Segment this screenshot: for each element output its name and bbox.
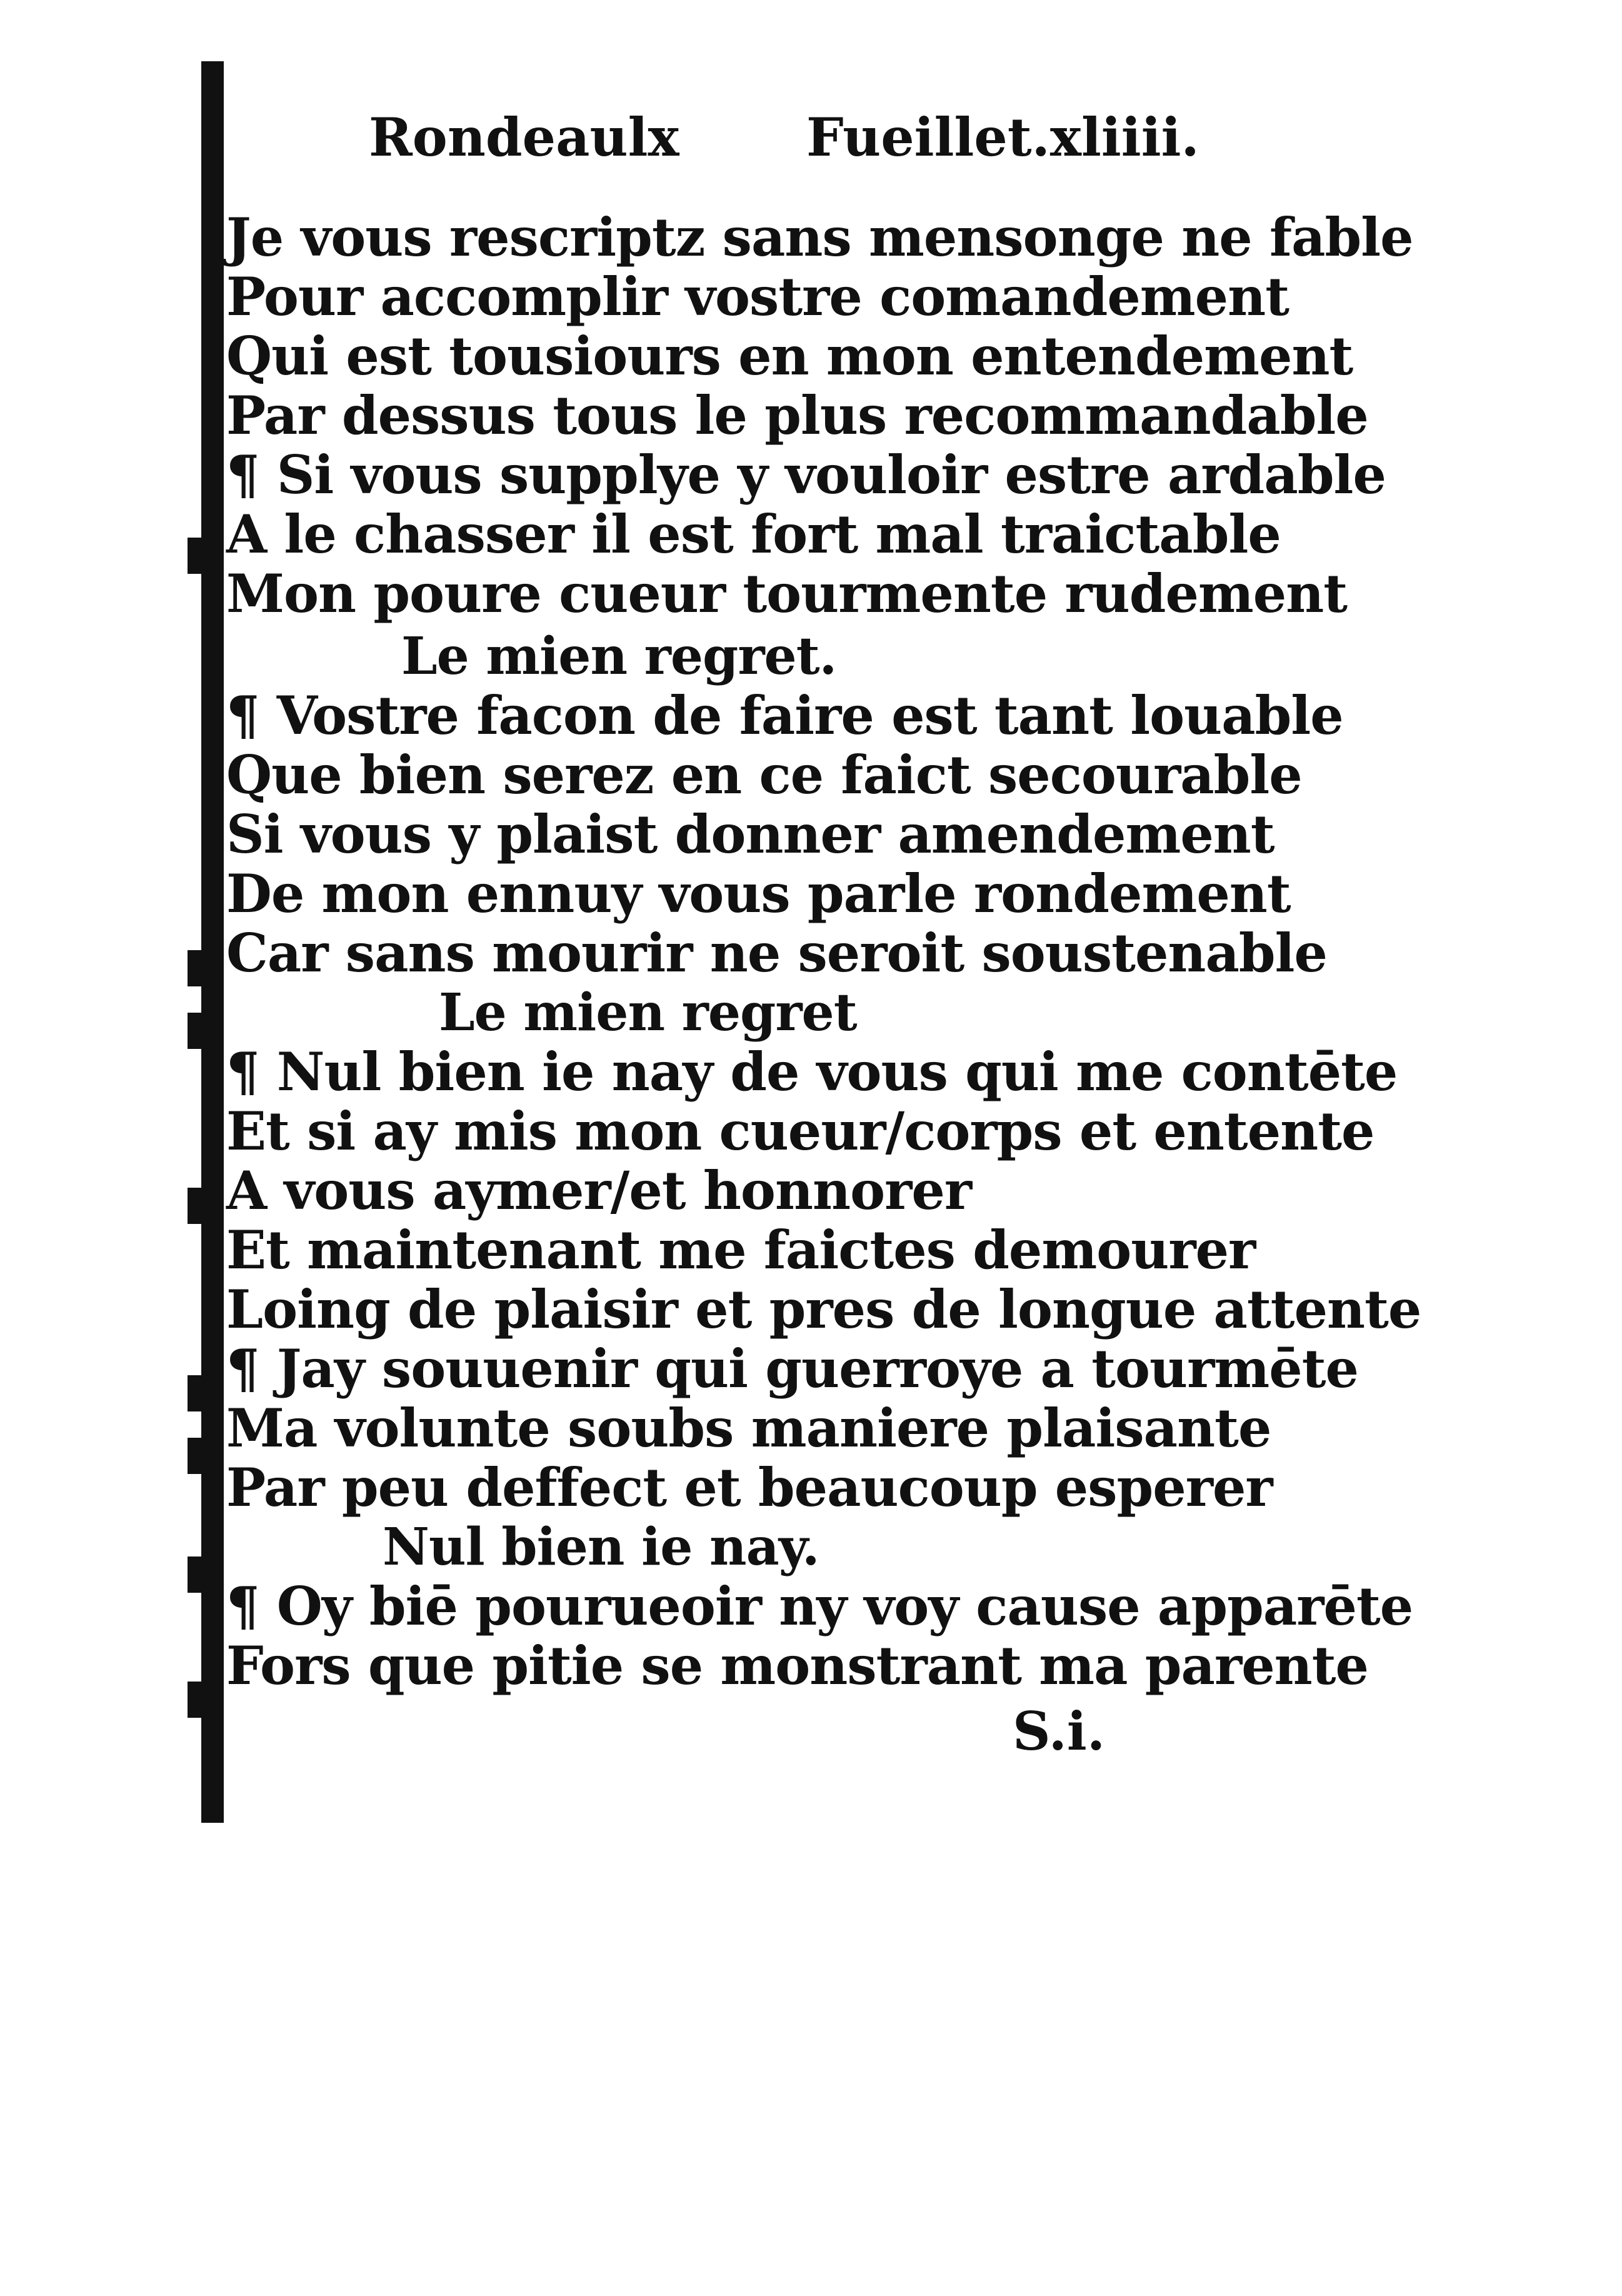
poem-line: ¶ Oy biē pourueoir ny voy cause apparēte [226, 1575, 1413, 1637]
poem-line: Loing de plaisir et pres de longue attente [226, 1278, 1421, 1340]
header-folio: Fueillet.xliiii. [806, 106, 1199, 168]
signature-mark: S.i. [1013, 1700, 1106, 1762]
poem-line: Car sans mourir ne seroit soustenable [226, 922, 1328, 984]
poem-line: Qui est tousiours en mon entendement [226, 325, 1353, 387]
gutter-fragment [188, 1013, 209, 1049]
refrain-line: Nul bien ie nay. [383, 1517, 819, 1577]
gutter-fragment [188, 1188, 209, 1224]
gutter-fragment [188, 1375, 209, 1411]
poem-line: Si vous y plaist donner amendement [226, 803, 1274, 865]
poem-line: A le chasser il est fort mal traictable [226, 503, 1281, 565]
poem-line: Et si ay mis mon cueur/corps et entente [226, 1100, 1374, 1162]
refrain-line: Le mien regret [439, 983, 857, 1043]
poem-line: Par dessus tous le plus recommandable [226, 384, 1368, 446]
header-section-title: Rondeaulx [369, 106, 679, 168]
poem-line: ¶ Nul bien ie nay de vous qui me contēte [226, 1041, 1398, 1103]
poem-line: Je vous rescriptz sans mensonge ne fable [226, 206, 1413, 268]
poem-line: Et maintenant me faictes demourer [226, 1219, 1256, 1281]
poem-line: ¶ Vostre facon de faire est tant louable [226, 684, 1343, 746]
gutter-fragment [188, 1557, 209, 1593]
poem-line: De mon ennuy vous parle rondement [226, 863, 1291, 925]
gutter-fragment [188, 538, 209, 574]
poem-line: Que bien serez en ce faict secourable [226, 744, 1302, 806]
poem-line: ¶ Jay souuenir qui guerroye a tourmēte [226, 1338, 1358, 1400]
poem-line: Mon poure cueur tourmente rudement [226, 563, 1348, 624]
poem-text [226, 206, 1421, 1782]
poem-line: Pour accomplir vostre comandement [226, 266, 1289, 328]
running-header [369, 106, 1219, 175]
poem-line: Ma volunte soubs maniere plaisante [226, 1397, 1271, 1459]
gutter-letter-fragments [188, 0, 213, 1875]
gutter-fragment [188, 1438, 209, 1474]
poem-line: ¶ Si vous supplye y vouloir estre ardable [226, 444, 1386, 506]
refrain-line: Le mien regret. [401, 626, 837, 686]
poem-line: Fors que pitie se monstrant ma parente [226, 1635, 1368, 1697]
gutter-fragment [188, 1682, 209, 1718]
gutter-fragment [188, 950, 209, 986]
poem-line: A vous aymer/et honnorer [226, 1160, 972, 1221]
poem-line: Par peu deffect et beaucoup esperer [226, 1456, 1273, 1518]
